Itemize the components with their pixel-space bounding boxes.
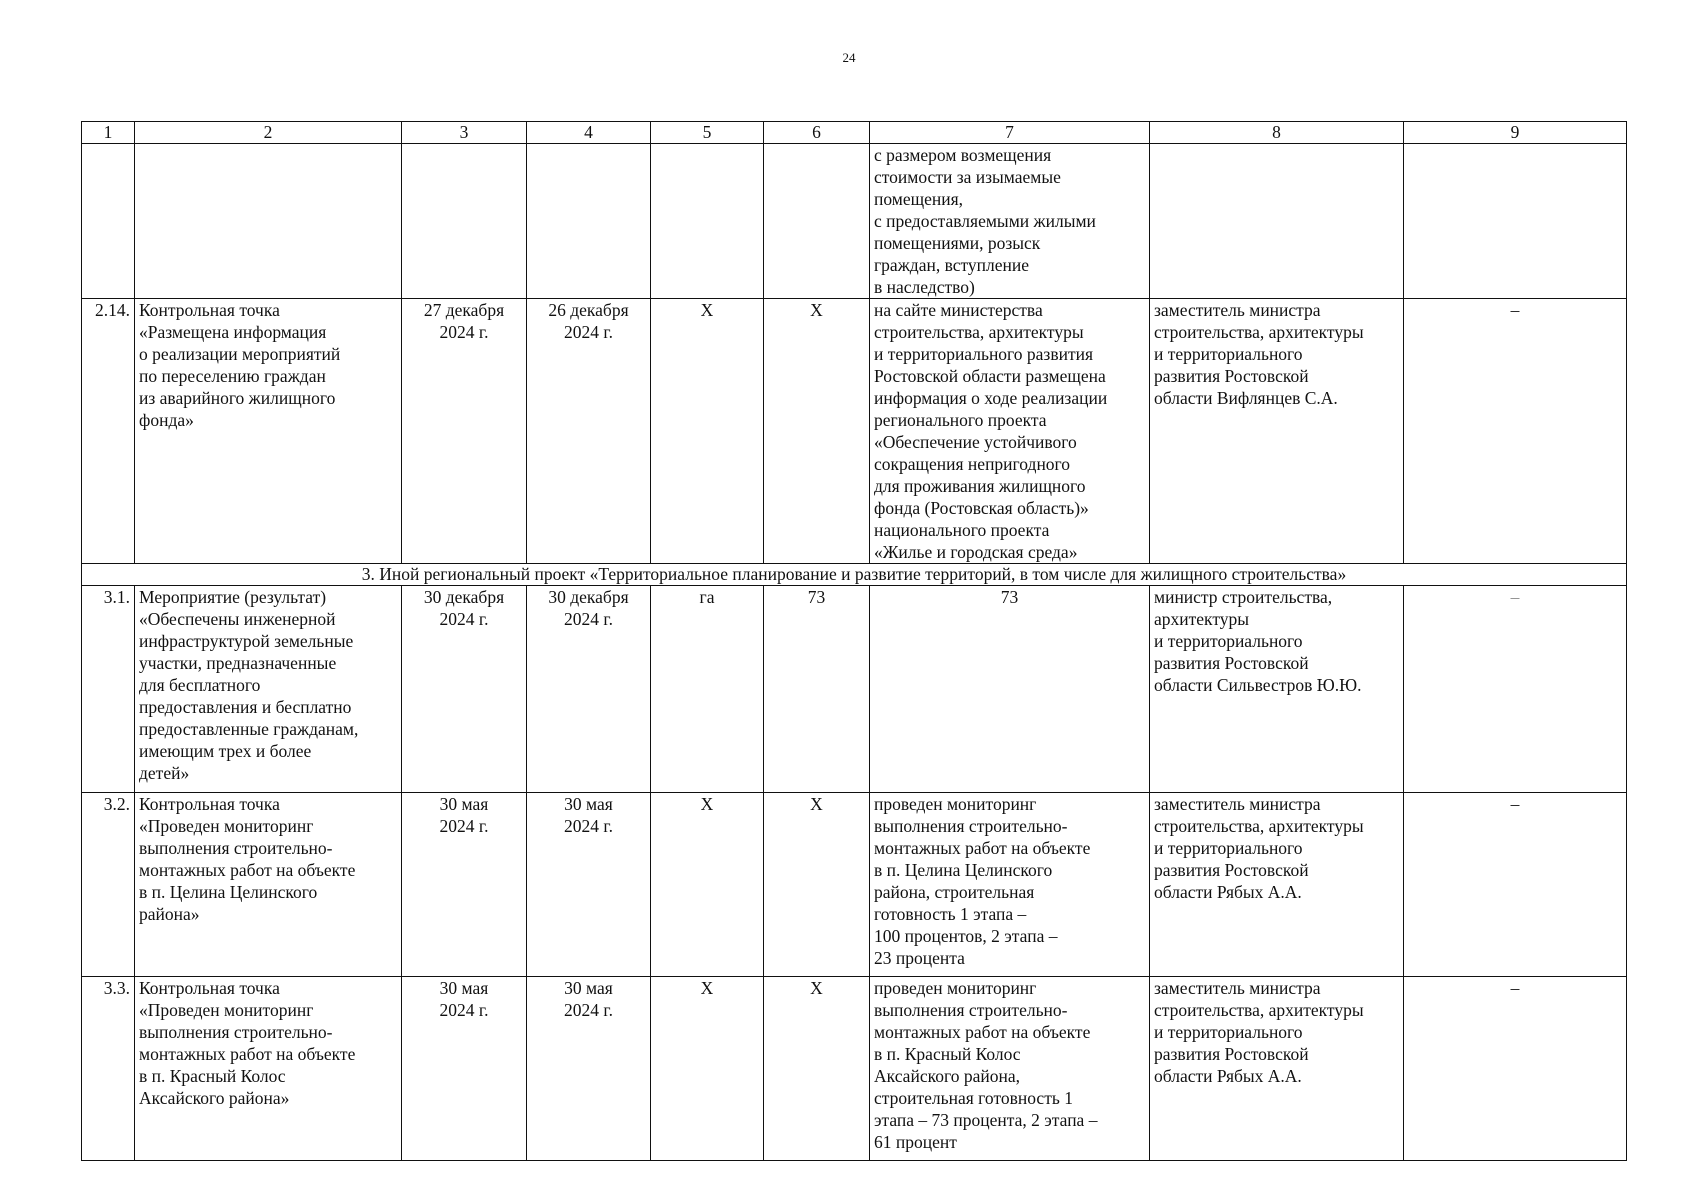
column-header: 6	[764, 122, 870, 144]
row-col6: X	[764, 299, 870, 564]
row-name: Контрольная точка «Проведен мониторинг выполнения строительно- монтажных работ на объекте в п. Красный Колос Аксайского района»	[135, 977, 402, 1161]
row-name: Контрольная точка «Размещена информация о реализации мероприятий по переселению граждан из аварийного жилищного фонда»	[135, 299, 402, 564]
row-date-fact: 30 мая 2024 г.	[527, 793, 651, 977]
row-date-fact	[527, 144, 651, 299]
row-date-fact: 30 мая 2024 г.	[527, 977, 651, 1161]
column-header: 5	[651, 122, 764, 144]
row-col9: –	[1404, 977, 1627, 1161]
row-date-fact: 26 декабря 2024 г.	[527, 299, 651, 564]
row-col7: 73	[870, 586, 1150, 793]
plan-table	[81, 121, 1627, 1161]
row-number: 3.3.	[82, 977, 135, 1161]
row-date-plan: 30 декабря 2024 г.	[402, 586, 527, 793]
row-col9	[1404, 144, 1627, 299]
column-header: 4	[527, 122, 651, 144]
section-heading-row	[82, 564, 1627, 586]
column-header: 7	[870, 122, 1150, 144]
row-responsible: заместитель министра строительства, архитектуры и территориального развития Ростовской области Рябых А.А.	[1150, 977, 1404, 1161]
row-col6	[764, 144, 870, 299]
row-col6: 73	[764, 586, 870, 793]
table-row	[82, 144, 1627, 299]
row-number: 3.2.	[82, 793, 135, 977]
row-number: 2.14.	[82, 299, 135, 564]
row-date-plan	[402, 144, 527, 299]
table-row	[82, 586, 1627, 793]
column-header: 3	[402, 122, 527, 144]
row-col7: проведен мониторинг выполнения строительно- монтажных работ на объекте в п. Целина Целинского района, строительная готовность 1 этапа – 100 процентов, 2 этапа – 23 процента	[870, 793, 1150, 977]
row-date-plan: 27 декабря 2024 г.	[402, 299, 527, 564]
table-row	[82, 977, 1627, 1161]
row-responsible	[1150, 144, 1404, 299]
row-name: Контрольная точка «Проведен мониторинг выполнения строительно- монтажных работ на объекте в п. Целина Целинского района»	[135, 793, 402, 977]
row-col5: га	[651, 586, 764, 793]
table-row	[82, 299, 1627, 564]
column-header: 2	[135, 122, 402, 144]
row-col5	[651, 144, 764, 299]
row-number	[82, 144, 135, 299]
row-col7: на сайте министерства строительства, архитектуры и территориального развития Ростовской области размещена информация о ходе реализации регионального проекта «Обеспечение устойчивого сокращения непригодного для проживания жилищного фонда (Ростовская область)» национального проекта «Жилье и городская среда»	[870, 299, 1150, 564]
row-col9: –	[1404, 586, 1627, 793]
row-date-plan: 30 мая 2024 г.	[402, 977, 527, 1161]
row-col5: X	[651, 793, 764, 977]
column-header: 9	[1404, 122, 1627, 144]
row-col9: –	[1404, 793, 1627, 977]
row-number: 3.1.	[82, 586, 135, 793]
page-number: 24	[842, 50, 856, 65]
row-col5: X	[651, 299, 764, 564]
row-col6: X	[764, 793, 870, 977]
row-responsible: министр строительства, архитектуры и территориального развития Ростовской области Сильвестров Ю.Ю.	[1150, 586, 1404, 793]
row-col5: X	[651, 977, 764, 1161]
row-name: Мероприятие (результат) «Обеспечены инженерной инфраструктурой земельные участки, предназначенные для бесплатного предоставления и бесплатно предоставленные гражданам, имеющим трех и более детей»	[135, 586, 402, 793]
column-number-row	[82, 122, 1627, 144]
row-date-plan: 30 мая 2024 г.	[402, 793, 527, 977]
column-header: 8	[1150, 122, 1404, 144]
row-col7: с размером возмещения стоимости за изымаемые помещения, с предоставляемыми жилыми помещениями, розыск граждан, вступление в наследство)	[870, 144, 1150, 299]
row-responsible: заместитель министра строительства, архитектуры и территориального развития Ростовской области Рябых А.А.	[1150, 793, 1404, 977]
row-col6: X	[764, 977, 870, 1161]
section-heading: 3. Иной региональный проект «Территориальное планирование и развитие территорий, в том числе для жилищного строительства»	[82, 564, 1627, 586]
row-col9: –	[1404, 299, 1627, 564]
row-name	[135, 144, 402, 299]
column-header: 1	[82, 122, 135, 144]
table-row	[82, 793, 1627, 977]
row-responsible: заместитель министра строительства, архитектуры и территориального развития Ростовской области Вифлянцев С.А.	[1150, 299, 1404, 564]
row-date-fact: 30 декабря 2024 г.	[527, 586, 651, 793]
row-col7: проведен мониторинг выполнения строительно- монтажных работ на объекте в п. Красный Колос Аксайского района, строительная готовность 1 этапа – 73 процента, 2 этапа – 61 процент	[870, 977, 1150, 1161]
